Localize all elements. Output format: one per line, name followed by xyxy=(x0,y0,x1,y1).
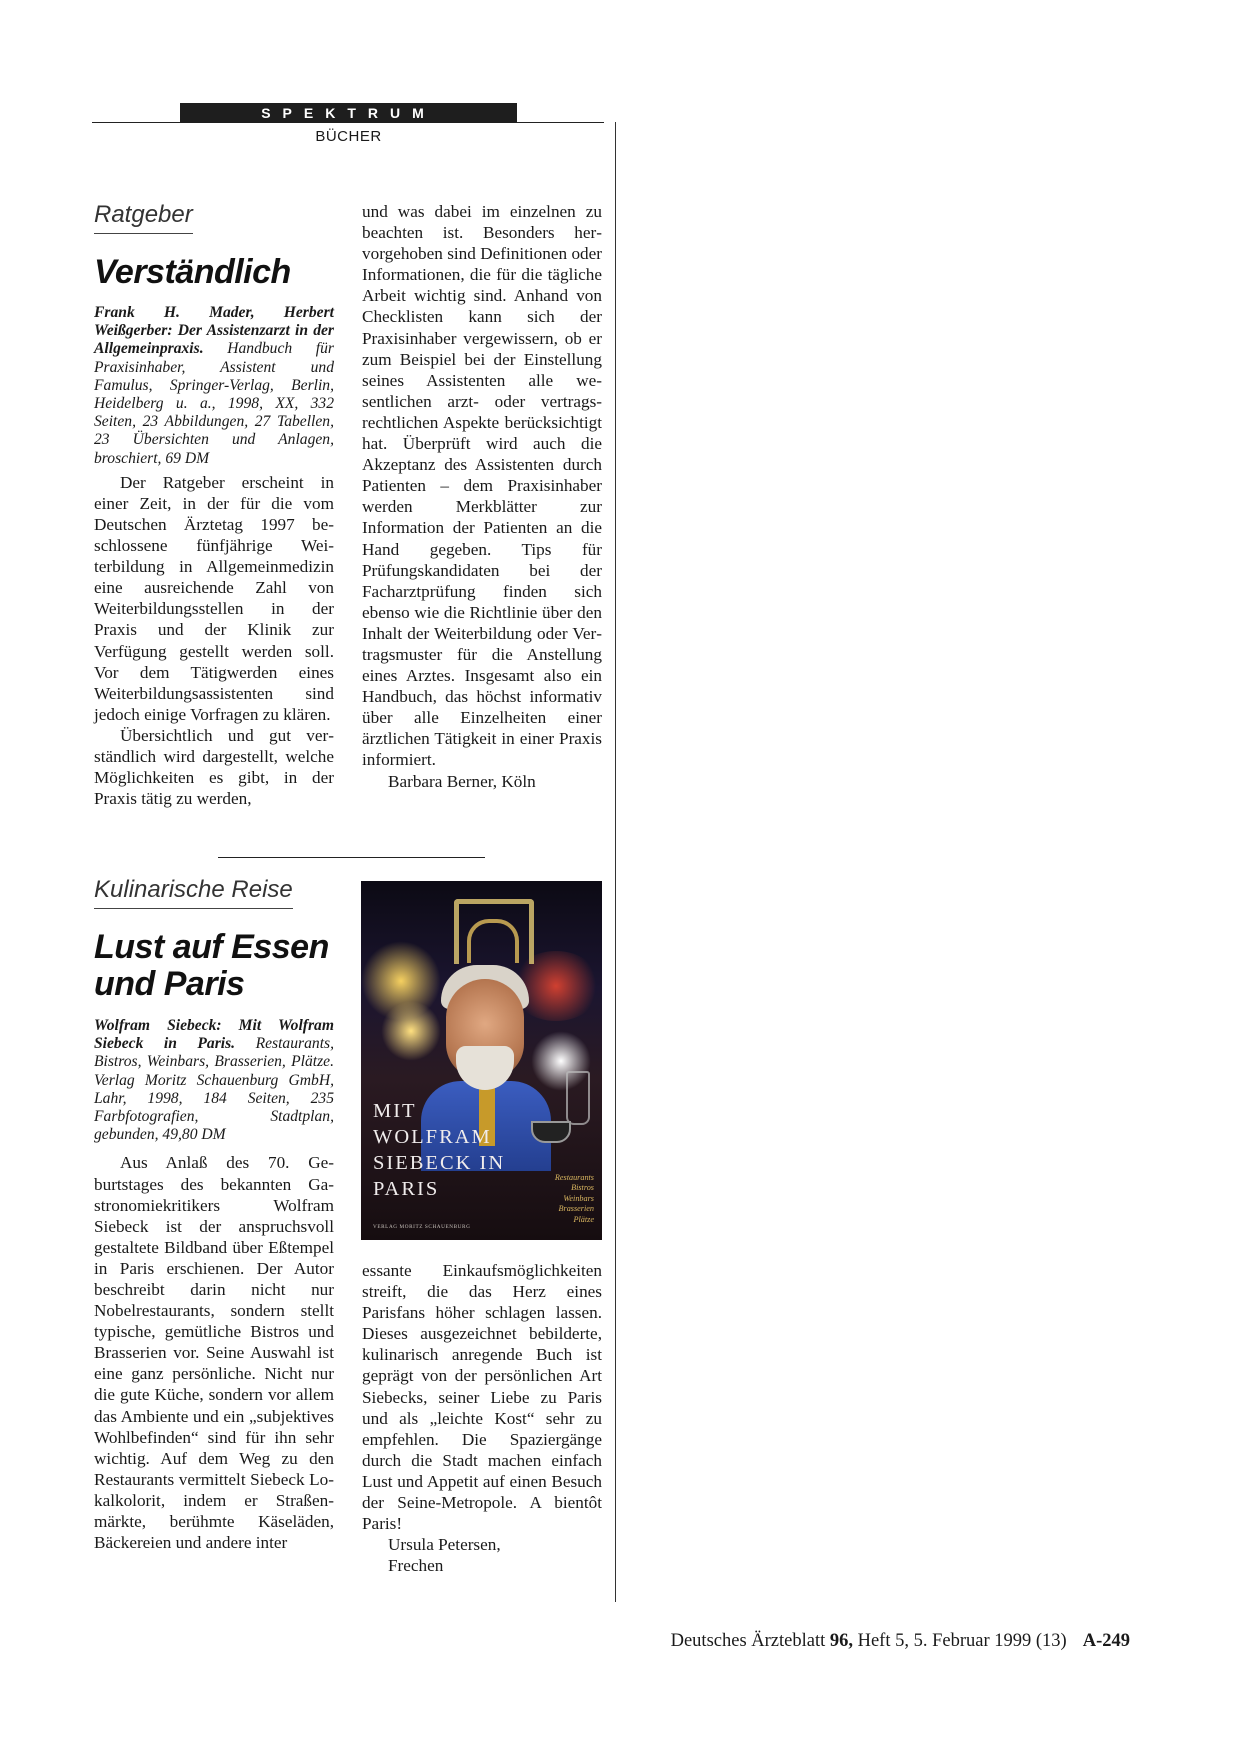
article1-paragraph-1: Der Ratgeber erscheint in einer Zeit, in der für die vom Deutschen Ärztetag 1997 beschlossene fünfjährige Weiterbildung in Allgemeinmedizin eine ausreichende Zahl von Weiterbildungsstellen in der Praxis und der Klinik zur Verfügung gestellt werden soll. Vor dem Tätigwerden eines Weiterbildungsassistenten sind jedoch einige Vorfragen zu klären. xyxy=(94,472,334,724)
article2-headline-line-2: und Paris xyxy=(94,965,245,1003)
article2-author-line-2: Frechen xyxy=(388,1556,444,1576)
article2-right-column xyxy=(362,1260,602,1576)
cover-light-glow xyxy=(381,1001,441,1061)
cover-title-line: MIT xyxy=(373,1100,417,1122)
article1-author: Barbara Berner, Köln xyxy=(388,771,536,791)
book-cover-image xyxy=(361,881,602,1240)
cover-title xyxy=(373,1098,573,1202)
subsection-label: BÜCHER xyxy=(315,128,382,145)
article2-biblio-title: Wolfram Siebeck: Mit Wolfram Siebeck in Paris. xyxy=(94,1017,334,1053)
footer-journal: Deutsches Ärzteblatt xyxy=(670,1631,826,1651)
article2-paragraph-1: Aus Anlaß des 70. Geburtstages des bekannten Gastronomiekritikers Wolfram Siebeck ist der anspruchsvoll gestaltete Bildband über Eßtempel in Paris erschienen. Der Autor beschreibt darin nicht nur Nobelrestaurants, sondern stellt typische, gemütliche Bistros und Brasserien vor. Seine Auswahl ist eine ganz persönliche. Nicht nur die gute Küche, sondern vor allem das Ambiente und ein „subjektives Wohlbefinden“ sind für ihn sehr wichtig. Auf dem Weg zu den Restaurants vermittelt Siebeck Lokalkolorit, indem er Straßenmärkte, berühmte Käseläden, Bäckereien und andere inter xyxy=(94,1153,334,1553)
article2-paragraph-2: essante Einkaufsmöglichkeiten streift, die das Herz eines Parisfans höher schlagen lassen. Dieses ausgezeichnet bebilderte, kulinarisch anregende Buch ist geprägt von der persönlichen Art Siebecks, seiner Liebe zu Paris und als „leichte Kost“ sehr zu empfehlen. Die Spaziergänge durch die Stadt machen einfach Lust und Appetit auf einen Besuch der Seine-Metropole. A bientôt Paris! xyxy=(362,1261,602,1534)
article2-headline-line-1: Lust auf Essen xyxy=(94,928,329,966)
section-banner: SPEKTRUM xyxy=(180,103,517,123)
cover-publisher: VERLAG MORITZ SCHAUENBURG xyxy=(373,1224,471,1230)
footer-volume: 96, xyxy=(829,1631,853,1651)
cover-title-line: WOLFRAM xyxy=(373,1126,492,1148)
cover-list-item: Brasserien xyxy=(558,1204,594,1214)
article2-biblio-details: Restaurants, Bistros, Weinbars, Brasserien, Plätze. Verlag Moritz Schauenburg GmbH, Lahr, 1998, 184 Seiten, 235 Farbfotografien, Stadtplan, gebunden, 49,80 DM xyxy=(94,1035,334,1144)
cover-subtitle-list xyxy=(555,1173,594,1225)
article2-kicker: Kulinarische Reise xyxy=(94,876,293,909)
article2-bibliography xyxy=(94,1017,334,1144)
cover-list-item: Restaurants xyxy=(554,1173,594,1182)
cover-list-item: Weinbars xyxy=(563,1193,594,1203)
article1-bibliography xyxy=(94,304,334,468)
cover-list-item: Plätze xyxy=(573,1214,594,1224)
article1-biblio-title: Frank H. Mader, Herbert Weißgerber: Der Assistenzarzt in der Allgemeinpraxis. xyxy=(94,304,334,358)
article1-biblio-details: Handbuch für Praxisinhaber, Assistent und Famulus, Springer-Verlag, Berlin, Heidelberg u. a., 1998, XX, 332 Seiten, 23 Abbildungen, 27 Tabellen, 23 Übersichten und Anlagen, broschiert, 69 DM xyxy=(94,340,334,467)
cover-title-line: SIEBECK IN xyxy=(373,1152,506,1174)
article1-left-column xyxy=(94,201,334,809)
article-separator xyxy=(218,857,485,858)
article1-headline: Verständlich xyxy=(94,253,291,291)
column-divider xyxy=(615,122,616,1602)
page-footer xyxy=(620,1631,1130,1652)
cover-title-line: PARIS xyxy=(373,1178,440,1200)
article1-right-column xyxy=(362,201,602,792)
article2-left-column xyxy=(94,876,334,1553)
article1-paragraph-3: und was dabei im einzelnen zu beachten ist. Besonders hervorgehoben sind Definitionen oder Informationen, die für die tägliche Arbeit wichtig sind. Anhand von Checklisten kann sich der Praxisinhaber vergewissern, ob er zum Beispiel bei der Einstellung seines Assistenten alle wesentlichen arzt- oder vertragsrechtlichen Aspekte berücksichtigt hat. Überprüft wird auch die Akzeptanz des Assistenten durch Patienten – dem Praxisinhaber werden Merkblätter zur Information der Patienten an die Hand gegeben. Tips für Prüfungskandidaten bei der Facharztprüfung finden sich ebenso wie die Richtlinie über den Inhalt der Weiterbildung oder Vertragsmuster für die Anstellung eines Arztes. Insgesamt also ein Handbuch, das höchst informativ über alle Einzelheiten einer ärztlichen Tätigkeit in einer Praxis informiert. xyxy=(362,202,602,770)
cover-list-item: Bistros xyxy=(571,1183,594,1193)
footer-issue: Heft 5, 5. Februar 1999 (13) xyxy=(857,1631,1067,1651)
article2-headline xyxy=(94,929,334,1003)
article2-author-line-1: Ursula Petersen, xyxy=(388,1535,501,1555)
article1-kicker: Ratgeber xyxy=(94,201,193,234)
footer-page-number: A-249 xyxy=(1082,1631,1130,1651)
article1-paragraph-2: Übersichtlich und gut verständlich wird dargestellt, welche Möglichkeiten es gibt, in der Praxis tätig zu werden, xyxy=(94,725,334,809)
cover-arch-opening xyxy=(467,919,519,963)
